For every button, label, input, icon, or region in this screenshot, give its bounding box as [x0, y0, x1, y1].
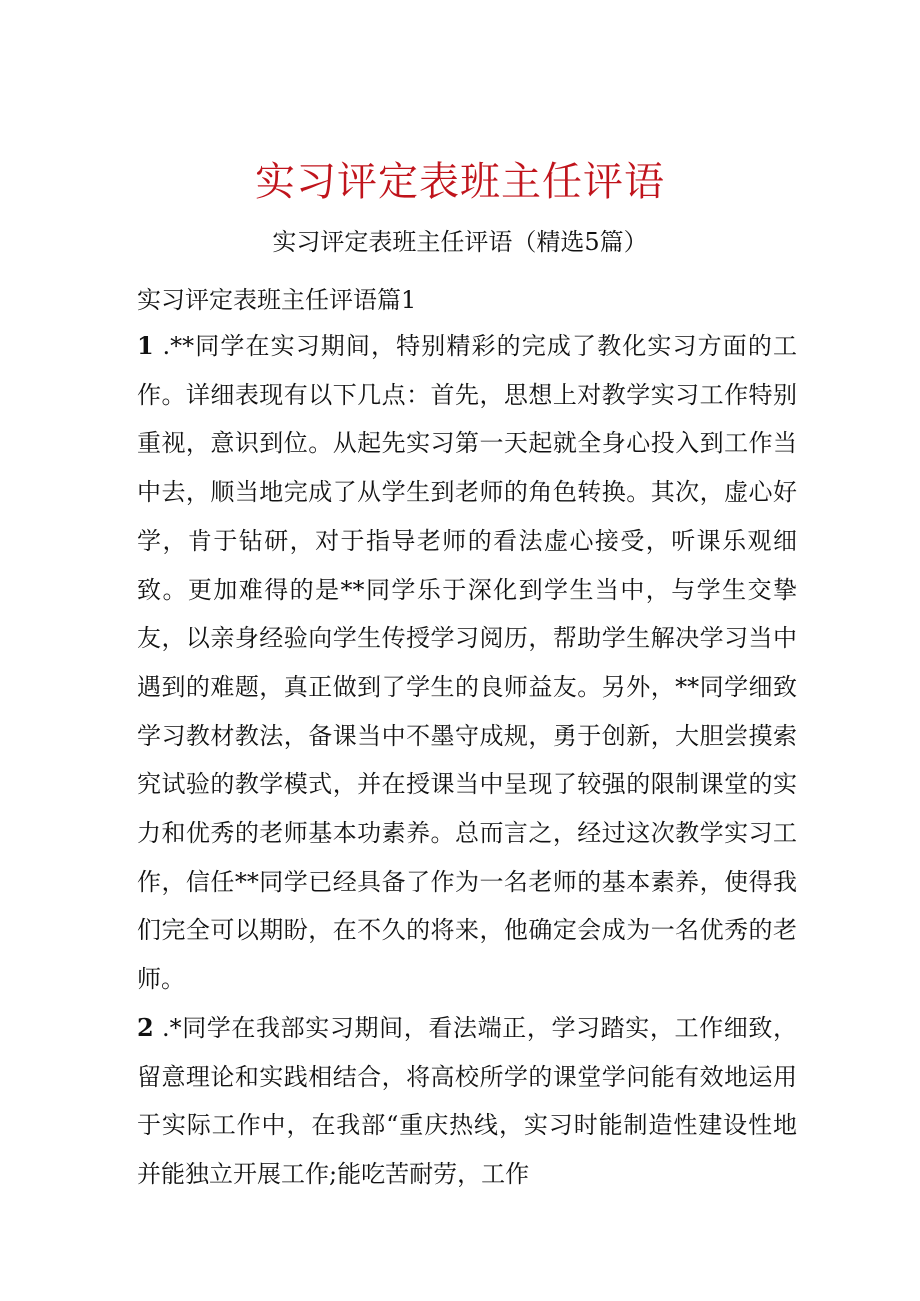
paragraph-number: 1	[137, 331, 154, 360]
document-title: 实习评定表班主任评语	[255, 159, 665, 205]
paragraph-1	[137, 322, 797, 1004]
paragraph-2	[137, 1004, 797, 1199]
paragraph-text: .*同学在我部实习期间，看法端正，学习踏实，工作细致，留意理论和实践相结合，将高校所学的课堂学问能有效地运用于实际工作中，在我部“重庆热线，实习时能制造性建设性地并能独立开展工作;能吃苦耐劳，工作	[137, 1014, 797, 1189]
paragraph-text: .**同学在实习期间，特别精彩的完成了教化实习方面的工作。详细表现有以下几点：首先，思想上对教学实习工作特别重视，意识到位。从起先实习第一天起就全身心投入到工作当中去，顺当地完成了从学生到老师的角色转换。其次，虚心好学，肯于钻研，对于指导老师的看法虚心接受，听课乐观细致。更加难得的是**同学乐于深化到学生当中，与学生交挚友，以亲身经验向学生传授学习阅历，帮助学生解决学习当中遇到的难题，真正做到了学生的良师益友。另外，**同学细致学习教材教法，备课当中不墨守成规，勇于创新，大胆尝摸索究试验的教学模式，并在授课当中呈现了较强的限制课堂的实力和优秀的老师基本功素养。总而言之，经过这次教学实习工作，信任**同学已经具备了作为一名老师的基本素养，使得我们完全可以期盼，在不久的将来，他确定会成为一名优秀的老师。	[137, 332, 797, 994]
section-heading: 实习评定表班主任评语篇1	[137, 286, 417, 314]
document-subtitle: 实习评定表班主任评语（精选5篇）	[272, 228, 648, 256]
paragraph-number: 2	[137, 1013, 154, 1042]
